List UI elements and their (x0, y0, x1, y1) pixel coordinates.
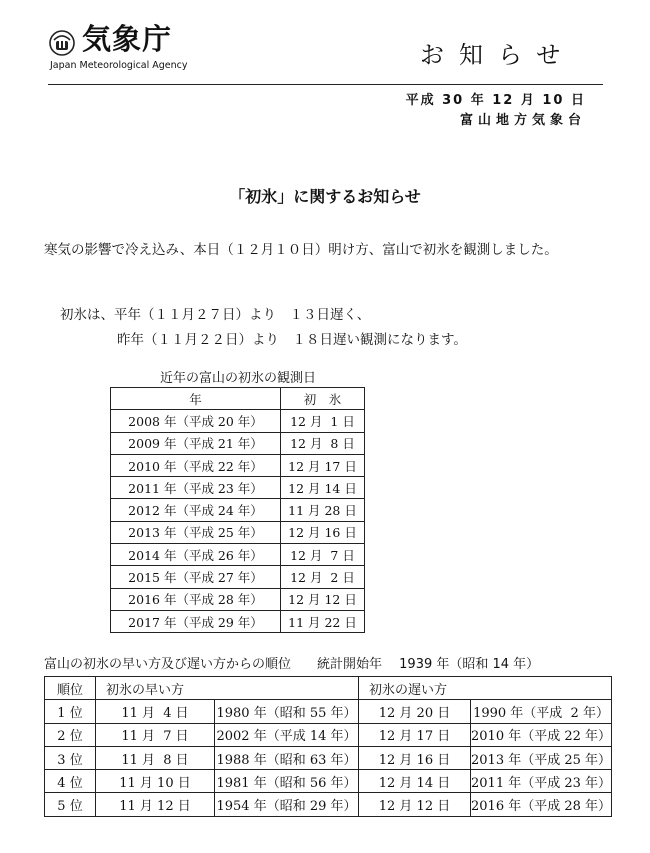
table-row (111, 588, 365, 610)
first-ice-date-cell: 12 月 2 日 (281, 566, 365, 588)
table-row (111, 499, 365, 521)
table-row (45, 723, 612, 746)
late-date-cell: 12 月 12 日 (359, 793, 471, 816)
table-row (111, 544, 365, 566)
table-header-row (45, 677, 612, 700)
year-cell: 2008 年（平成 20 年） (111, 410, 281, 432)
column-header-rank: 順位 (45, 677, 96, 700)
year-cell: 2014 年（平成 26 年） (111, 544, 281, 566)
ranking-caption (44, 656, 539, 674)
table-row (111, 477, 365, 499)
rank-cell: 5 位 (45, 793, 96, 816)
ranking-stats-start: 統計開始年 1939 年（昭和 14 年） (317, 657, 540, 672)
first-ice-date-cell: 12 月 8 日 (281, 432, 365, 454)
year-cell: 2015 年（平成 27 年） (111, 566, 281, 588)
first-ice-date-cell: 12 月 16 日 (281, 521, 365, 543)
comparison-line-normal: 初氷は、平年（１１月２７日）より １３日遅く、 (60, 307, 371, 323)
late-year-cell: 2013 年（平成 25 年） (471, 746, 612, 769)
first-ice-date-cell: 11 月 28 日 (281, 499, 365, 521)
late-date-cell: 12 月 17 日 (359, 723, 471, 746)
year-cell: 2012 年（平成 24 年） (111, 499, 281, 521)
column-header-year: 年 (111, 388, 281, 410)
late-year-cell: 2011 年（平成 23 年） (471, 770, 612, 793)
table-row (111, 432, 365, 454)
recent-first-ice-table (110, 387, 365, 633)
ranking-caption-title: 富山の初氷の早い方及び遅い方からの順位 (44, 657, 292, 672)
year-cell: 2017 年（平成 29 年） (111, 610, 281, 632)
year-cell: 2009 年（平成 21 年） (111, 432, 281, 454)
year-cell: 2016 年（平成 28 年） (111, 588, 281, 610)
issue-date: 平成 30 年 12 月 10 日 (405, 93, 586, 108)
early-year-cell: 1954 年（昭和 29 年） (215, 793, 359, 816)
late-year-cell: 2010 年（平成 22 年） (471, 723, 612, 746)
issuing-office: 富山地方気象台 (459, 113, 586, 128)
rank-cell: 4 位 (45, 770, 96, 793)
agency-name-en: Japan Meteorological Agency (50, 60, 188, 71)
late-date-cell: 12 月 14 日 (359, 770, 471, 793)
table-row (111, 610, 365, 632)
first-ice-date-cell: 11 月 22 日 (281, 610, 365, 632)
late-year-cell: 1990 年（平成 2 年） (471, 700, 612, 723)
column-header-latest: 初氷の遅い方 (359, 677, 612, 700)
early-year-cell: 1980 年（昭和 55 年） (215, 700, 359, 723)
first-ice-date-cell: 12 月 1 日 (281, 410, 365, 432)
early-date-cell: 11 月 8 日 (96, 746, 215, 769)
document-title: 「初氷」に関するお知らせ (229, 187, 421, 206)
table-row (45, 770, 612, 793)
late-date-cell: 12 月 16 日 (359, 746, 471, 769)
early-year-cell: 1988 年（昭和 63 年） (215, 746, 359, 769)
header-divider (48, 84, 603, 85)
late-year-cell: 2016 年（平成 28 年） (471, 793, 612, 816)
early-date-cell: 11 月 10 日 (96, 770, 215, 793)
column-header-first-ice: 初 氷 (281, 388, 365, 410)
ranking-table (44, 676, 612, 817)
first-ice-date-cell: 12 月 17 日 (281, 454, 365, 476)
year-cell: 2010 年（平成 22 年） (111, 454, 281, 476)
column-header-earliest: 初氷の早い方 (96, 677, 359, 700)
late-date-cell: 12 月 20 日 (359, 700, 471, 723)
notice-heading: お知らせ (420, 41, 576, 69)
first-ice-date-cell: 12 月 12 日 (281, 588, 365, 610)
year-cell: 2011 年（平成 23 年） (111, 477, 281, 499)
lead-paragraph: 寒気の影響で冷え込み、本日（１２月１０日）明け方、富山で初氷を観測しました。 (44, 242, 558, 258)
early-date-cell: 11 月 12 日 (96, 793, 215, 816)
first-ice-date-cell: 12 月 14 日 (281, 477, 365, 499)
comparison-line-last-year: 昨年（１１月２２日）より １８日遅い観測になります。 (117, 332, 467, 348)
early-date-cell: 11 月 4 日 (96, 700, 215, 723)
recent-table-caption: 近年の富山の初氷の観測日 (160, 371, 317, 386)
early-year-cell: 2002 年（平成 14 年） (215, 723, 359, 746)
jma-logo-icon (49, 30, 75, 56)
table-row (111, 410, 365, 432)
year-cell: 2013 年（平成 25 年） (111, 521, 281, 543)
table-row (111, 521, 365, 543)
table-row (45, 793, 612, 816)
rank-cell: 2 位 (45, 723, 96, 746)
table-header-row (111, 388, 365, 410)
table-row (111, 566, 365, 588)
early-year-cell: 1981 年（昭和 56 年） (215, 770, 359, 793)
rank-cell: 1 位 (45, 700, 96, 723)
table-row (111, 454, 365, 476)
agency-name-jp: 気象庁 (82, 22, 173, 56)
rank-cell: 3 位 (45, 746, 96, 769)
early-date-cell: 11 月 7 日 (96, 723, 215, 746)
first-ice-date-cell: 12 月 7 日 (281, 544, 365, 566)
table-row (45, 700, 612, 723)
table-row (45, 746, 612, 769)
